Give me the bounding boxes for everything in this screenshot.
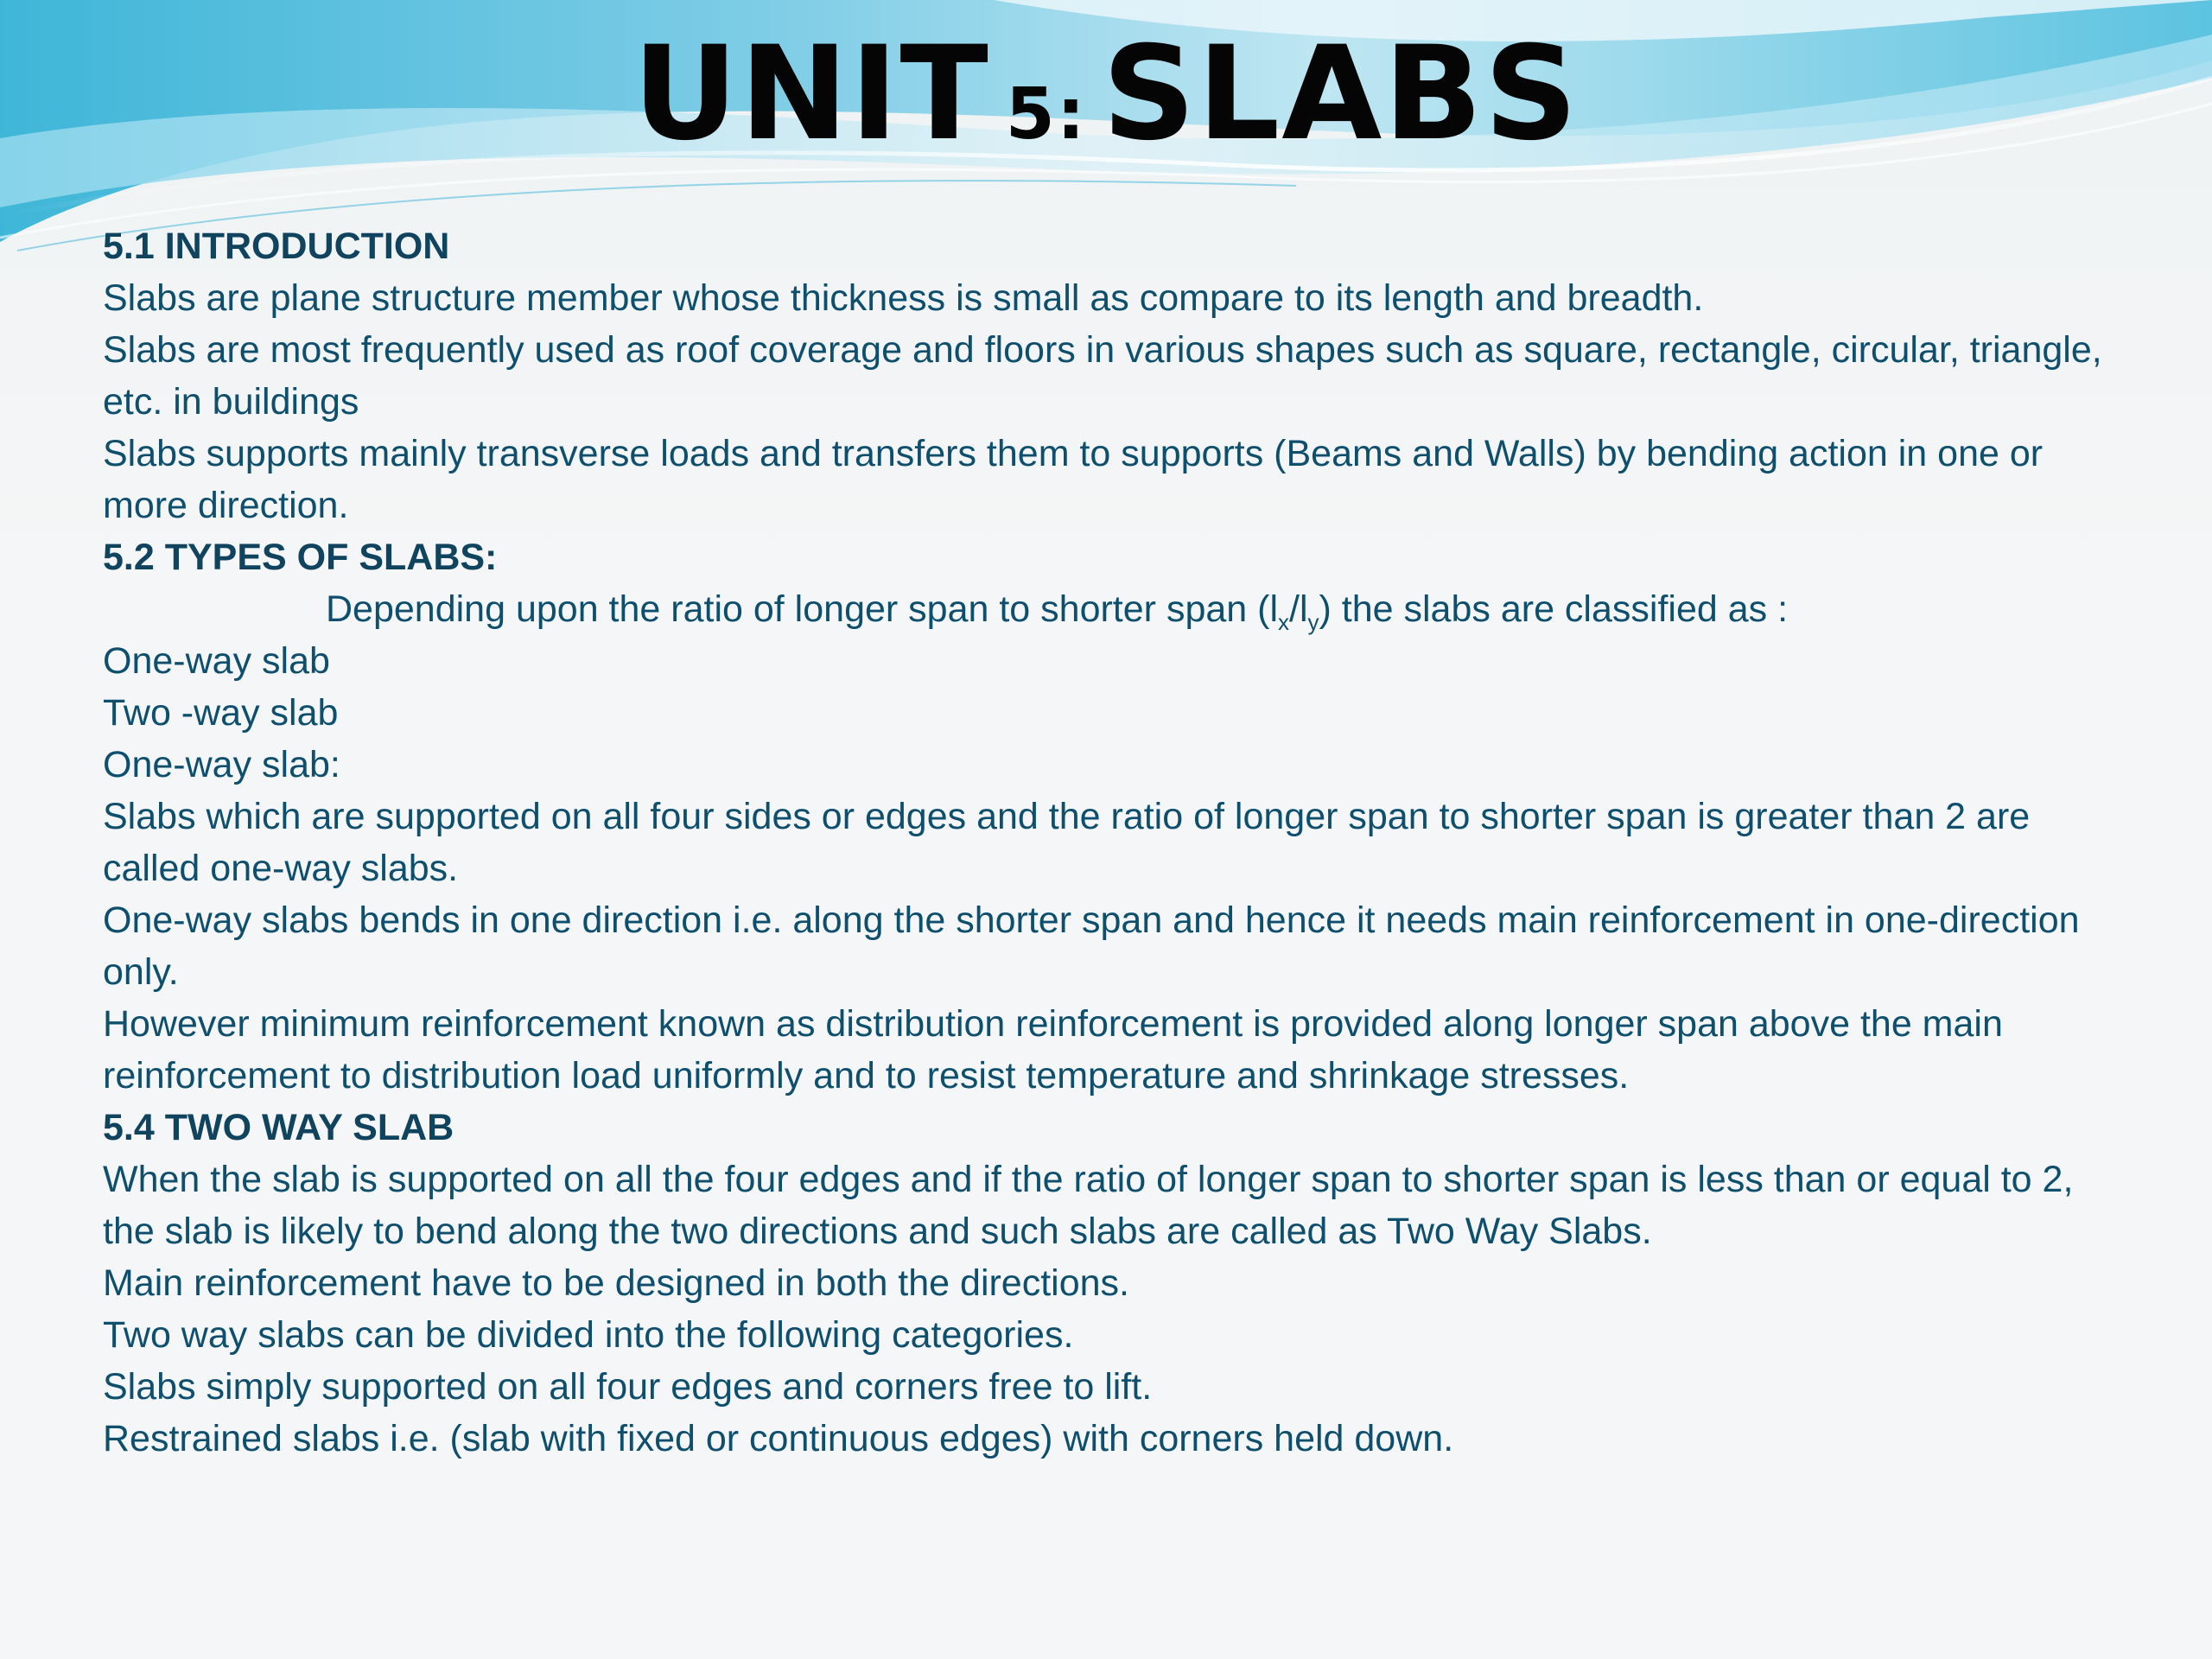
classification-text: ) the slabs are classified as : (1319, 588, 1789, 630)
two-way-line: Restrained slabs i.e. (slab with fixed or continuous edges) with corners held down. (103, 1418, 1454, 1459)
one-way-line: Slabs which are supported on all four sides or edges and the ratio of longer span to shorter span is greater than 2 are called one-way slabs. (103, 796, 2031, 889)
slab-type-item: One-way slab (103, 640, 330, 682)
classification-text: /l (1289, 588, 1308, 630)
title-unit: UNIT (632, 19, 990, 169)
classification-sentence (103, 583, 2116, 635)
one-way-line: One-way slabs bends in one direction i.e. along the shorter span and hence it needs main reinforcement in one-direction only. (103, 899, 2080, 993)
two-way-line: Two way slabs can be divided into the following categories. (103, 1314, 1074, 1356)
slide-title (0, 19, 2212, 169)
section-heading-types: 5.2 TYPES OF SLABS: (103, 537, 498, 578)
intro-line: Slabs are plane structure member whose thickness is small as compare to its length and breadth. (103, 277, 1704, 319)
one-way-slab-heading: One-way slab: (103, 744, 340, 785)
section-heading-two-way-slab: 5.4 TWO WAY SLAB (103, 1107, 454, 1148)
title-subject: SLABS (1102, 19, 1580, 169)
subscript-x: x (1278, 609, 1290, 635)
section-heading-introduction: 5.1 INTRODUCTION (103, 226, 450, 267)
slab-type-item: Two -way slab (103, 692, 339, 734)
intro-line: Slabs supports mainly transverse loads and transfers them to supports (Beams and Walls) by bending action in one or more direction. (103, 433, 2044, 526)
classification-text: Depending upon the ratio of longer span to shorter span (l (326, 588, 1279, 630)
two-way-line: Slabs simply supported on all four edges and corners free to lift. (103, 1366, 1153, 1408)
two-way-line: When the slab is supported on all the four edges and if the ratio of longer span to shorter span is less than or equal to 2, the slab is likely to bend along the two directions and such slabs are called as Two Way Slabs. (103, 1159, 2074, 1252)
two-way-line: Main reinforcement have to be designed in both the directions. (103, 1262, 1130, 1304)
title-unit-number: 5: (1005, 73, 1087, 156)
one-way-line: However minimum reinforcement known as distribution reinforcement is provided along longer span above the main reinforcement to distribution load uniformly and to resist temperature and shrinkage stresses. (103, 1003, 2003, 1096)
intro-line: Slabs are most frequently used as roof coverage and floors in various shapes such as square, rectangle, circular, triangle, etc. in buildings (103, 329, 2102, 423)
subscript-y: y (1307, 609, 1319, 635)
slide-body (103, 220, 2116, 1465)
